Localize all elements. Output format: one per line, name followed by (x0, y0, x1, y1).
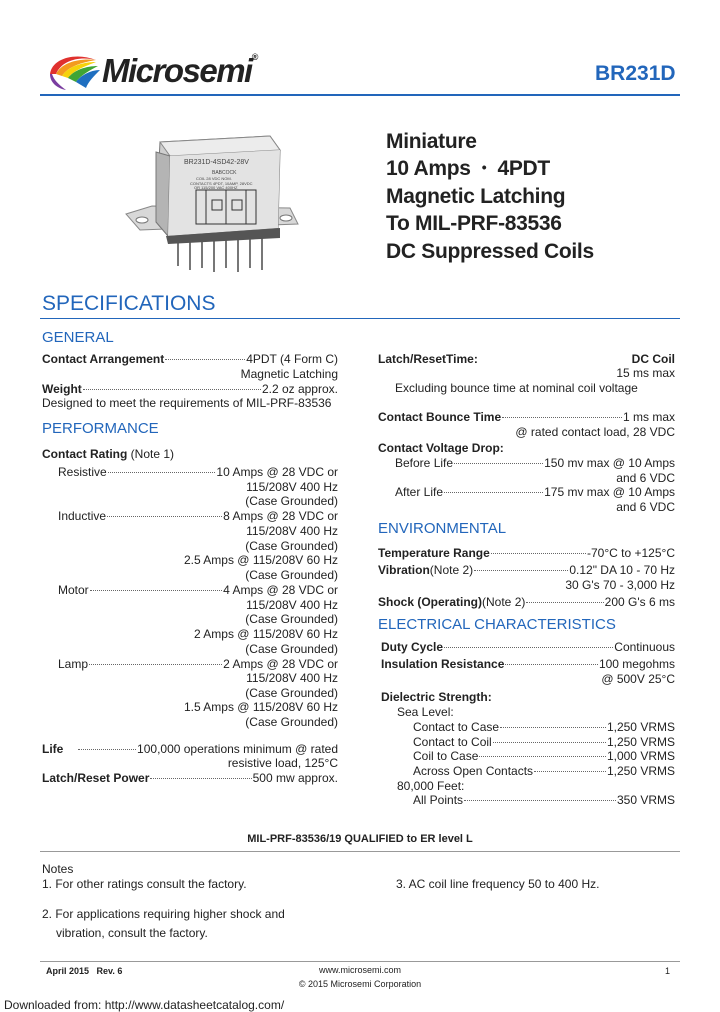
lamp-v3: (Case Grounded) (245, 686, 338, 700)
header-divider (40, 94, 680, 96)
note-2a: 2. For applications requiring higher shock and (42, 907, 285, 921)
footer-copyright: © 2015 Microsemi Corporation (298, 979, 422, 989)
motor-v2: 115/208V 400 Hz (246, 598, 338, 612)
relay-label-line4: CONTACTS 4PDT, 10AMP, 28VDC (190, 181, 253, 186)
before-life-v2: and 6 VDC (616, 471, 675, 485)
designed-note: Designed to meet the requirements of MIL-PRF-83536 (42, 396, 332, 410)
qualification-divider (40, 851, 680, 852)
resistive-row: Resistive 10 Amps @ 28 VDC or (58, 465, 338, 479)
download-source-link[interactable]: Downloaded from: http://www.datasheetcatalog.com/ (4, 998, 285, 1012)
after-life-v2: and 6 VDC (616, 500, 675, 514)
inductive-v2: 115/208V 400 Hz (246, 524, 338, 538)
sea-level-label: Sea Level: (397, 705, 454, 719)
inductive-v5: (Case Grounded) (245, 568, 338, 582)
open-contacts-row: Across Open Contacts 1,250 VRMS (413, 764, 675, 778)
footer-divider (40, 961, 680, 962)
vibration-v2: 30 G's 70 - 3,000 Hz (565, 578, 675, 592)
contact-rating-label: Contact Rating (Note 1) (42, 447, 175, 461)
vibration-row: Vibration (Note 2) 0.12" DA 10 - 70 Hz (378, 563, 675, 577)
resistive-v3: (Case Grounded) (245, 494, 338, 508)
contact-bounce-row: Contact Bounce Time 1 ms max (378, 410, 675, 424)
motor-v5: (Case Grounded) (245, 642, 338, 656)
lamp-v4: 1.5 Amps @ 115/208V 60 Hz (183, 700, 338, 714)
dielectric-label: Dielectric Strength: (381, 690, 492, 704)
logo-swirl-icon (46, 50, 102, 92)
inductive-row: Inductive 8 Amps @ 28 VDC or (58, 509, 338, 523)
electrical-heading: ELECTRICAL CHARACTERISTICS (378, 616, 616, 633)
title-line-2: 10 Amps • 4PDT (386, 157, 550, 180)
contact-to-coil-row: Contact to Coil 1,250 VRMS (413, 735, 675, 749)
latch-power-row: Latch/Reset Power 500 mw approx. (42, 771, 338, 785)
contact-arrangement-row: Contact Arrangement 4PDT (4 Form C) (42, 352, 338, 366)
relay-product-image (120, 128, 310, 280)
title-line-5: DC Suppressed Coils (386, 240, 594, 263)
part-number: BR231D (595, 62, 676, 85)
page-number: 1 (665, 966, 671, 976)
life-row: Life 100,000 operations minimum @ rated (42, 742, 338, 756)
shock-row: Shock (Operating) (Note 2) 200 G's 6 ms (378, 595, 675, 609)
performance-heading: PERFORMANCE (42, 420, 159, 437)
relay-label-line1: BR231D-4SD42-28V (184, 159, 249, 166)
general-heading: GENERAL (42, 329, 114, 346)
footer-url[interactable]: www.microsemi.com (318, 965, 401, 975)
resistive-v2: 115/208V 400 Hz (246, 480, 338, 494)
qualification-line: MIL-PRF-83536/19 QUALIFIED to ER level L (247, 833, 473, 845)
temperature-row: Temperature Range -70°C to +125°C (378, 546, 675, 560)
insulation-row: Insulation Resistance 100 megohms (381, 657, 675, 671)
weight-row: Weight 2.2 oz approx. (42, 382, 338, 396)
motor-v3: (Case Grounded) (245, 612, 338, 626)
voltage-drop-label: Contact Voltage Drop: (378, 441, 504, 455)
title-line-3: Magnetic Latching (386, 185, 566, 208)
lamp-v5: (Case Grounded) (245, 715, 338, 729)
insulation-v2: @ 500V 25°C (601, 672, 675, 686)
contact-bounce-value2: @ rated contact load, 28 VDC (515, 425, 675, 439)
footer-date: April 2015 Rev. 6 (46, 966, 123, 976)
life-v2: resistive load, 125°C (227, 756, 338, 770)
specifications-divider (40, 318, 680, 319)
before-life-row: Before Life 150 mv max @ 10 Amps (395, 456, 675, 470)
environmental-heading: ENVIRONMENTAL (378, 520, 507, 537)
contact-arrangement-value2: Magnetic Latching (240, 367, 338, 381)
altitude-label: 80,000 Feet: (397, 779, 465, 793)
note-2b: vibration, consult the factory. (56, 926, 208, 940)
title-line-1: Miniature (386, 130, 477, 153)
inductive-v4: 2.5 Amps @ 115/208V 60 Hz (183, 553, 338, 567)
lamp-row: Lamp 2 Amps @ 28 VDC or (58, 657, 338, 671)
inductive-v3: (Case Grounded) (245, 539, 338, 553)
all-points-row: All Points 350 VRMS (413, 793, 675, 807)
duty-cycle-row: Duty Cycle Continuous (381, 640, 675, 654)
motor-v4: 2 Amps @ 115/208V 60 Hz (193, 627, 338, 641)
motor-row: Motor 4 Amps @ 28 VDC or (58, 583, 338, 597)
relay-label-line5: OR 115/200 VAC 400HZ (194, 185, 238, 190)
latch-time-value: 15 ms max (616, 366, 675, 380)
relay-label-line2: BABCOCK (212, 170, 237, 176)
microsemi-logo (46, 50, 102, 92)
note-1: 1. For other ratings consult the factory. (42, 877, 247, 891)
relay-label-line3: COIL 28 VDC NOM. (196, 176, 232, 181)
coil-to-case-row: Coil to Case 1,000 VRMS (413, 749, 675, 763)
specifications-heading: SPECIFICATIONS (42, 292, 216, 315)
notes-heading: Notes (42, 862, 74, 876)
after-life-row: After Life 175 mv max @ 10 Amps (395, 485, 675, 499)
title-line-4: To MIL-PRF-83536 (386, 212, 562, 235)
lamp-v2: 115/208V 400 Hz (246, 671, 338, 685)
contact-to-case-row: Contact to Case 1,250 VRMS (413, 720, 675, 734)
logo-text: Microsemi® (102, 52, 257, 89)
note-3: 3. AC coil line frequency 50 to 400 Hz. (396, 877, 600, 891)
latch-time-row: Latch/Reset Time: DC Coil (378, 352, 675, 366)
bounce-exclusion-note: Excluding bounce time at nominal coil voltage (395, 381, 638, 395)
